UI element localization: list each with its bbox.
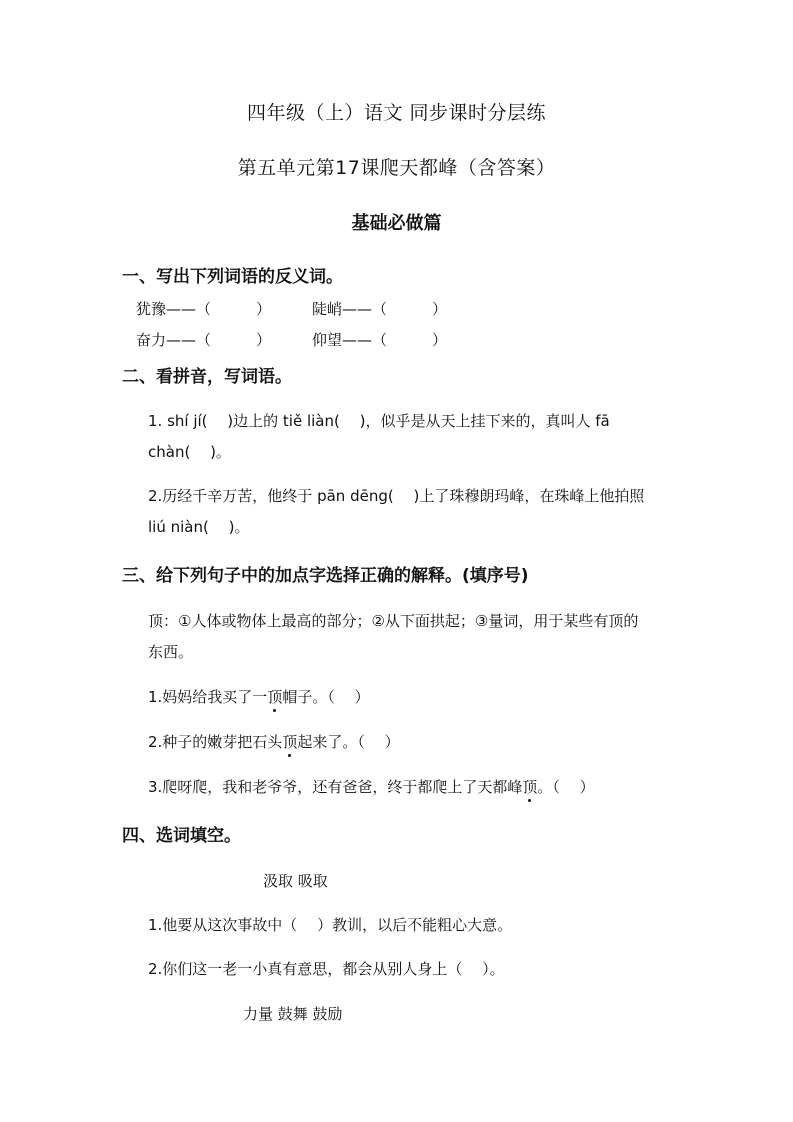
meaning-q1 — [148, 686, 370, 707]
meaning-q1-text-after: 帽子。（ ） — [282, 688, 370, 706]
level-title: 基础必做篇 — [351, 213, 442, 234]
fill-q2: 2.你们这一老一小真有意思，都会从别人身上（ ）。 — [148, 960, 505, 978]
fill-q1: 1.他要从这次事故中（ ）教训，以后不能粗心大意。 — [148, 916, 513, 934]
pinyin-q2-line2: liú niàn( )。 — [148, 518, 250, 536]
lesson-title: 第五单元第17课爬天都峰（含答案） — [237, 157, 556, 179]
word-options-2: 力量 鼓舞 鼓励 — [243, 1005, 343, 1023]
antonym-item-3: 奋力——（ ） — [136, 331, 272, 349]
meaning-q1-text-before: 1.妈妈给我买了一 — [148, 688, 268, 706]
section-4-heading: 四、选词填空。 — [122, 826, 241, 846]
pinyin-q1-line2: chàn( )。 — [148, 443, 231, 461]
antonym-item-2: 陡峭——（ ） — [312, 300, 448, 318]
dotted-char: 顶 — [282, 733, 298, 751]
definition-line2: 东西。 — [148, 643, 194, 661]
dotted-char: 顶 — [267, 688, 283, 706]
antonym-item-4: 仰望——（ ） — [312, 331, 448, 349]
word-options-1: 汲取 吸取 — [263, 872, 328, 890]
meaning-q3-text-before: 3.爬呀爬，我和老爷爷，还有爸爸，终于都爬上了天都峰 — [148, 778, 523, 796]
meaning-q2-text-after: 起来了。（ ） — [297, 733, 400, 751]
document-title: 四年级（上）语文 同步课时分层练 — [246, 102, 547, 124]
dotted-char: 顶 — [522, 778, 538, 796]
section-3-heading: 三、给下列句子中的加点字选择正确的解释。(填序号) — [122, 566, 529, 586]
antonym-item-1: 犹豫——（ ） — [136, 300, 272, 318]
pinyin-q2-line1: 2.历经千辛万苦，他终于 pān dēng( )上了珠穆朗玛峰，在珠峰上他拍照 — [148, 487, 645, 505]
meaning-q3-text-after: 。（ ） — [537, 778, 595, 796]
section-1-heading: 一、写出下列词语的反义词。 — [122, 267, 343, 287]
pinyin-q1-line1: 1. shí jí( )边上的 tiě liàn( )，似乎是从天上挂下来的，真叫人 fā — [148, 412, 610, 430]
meaning-q3 — [148, 776, 595, 797]
section-2-heading: 二、看拼音，写词语。 — [122, 367, 292, 387]
definition-line1: 顶：①人体或物体上最高的部分；②从下面拱起；③量词，用于某些有顶的 — [148, 612, 639, 630]
meaning-q2 — [148, 731, 400, 752]
meaning-q2-text-before: 2.种子的嫩芽把石头 — [148, 733, 283, 751]
